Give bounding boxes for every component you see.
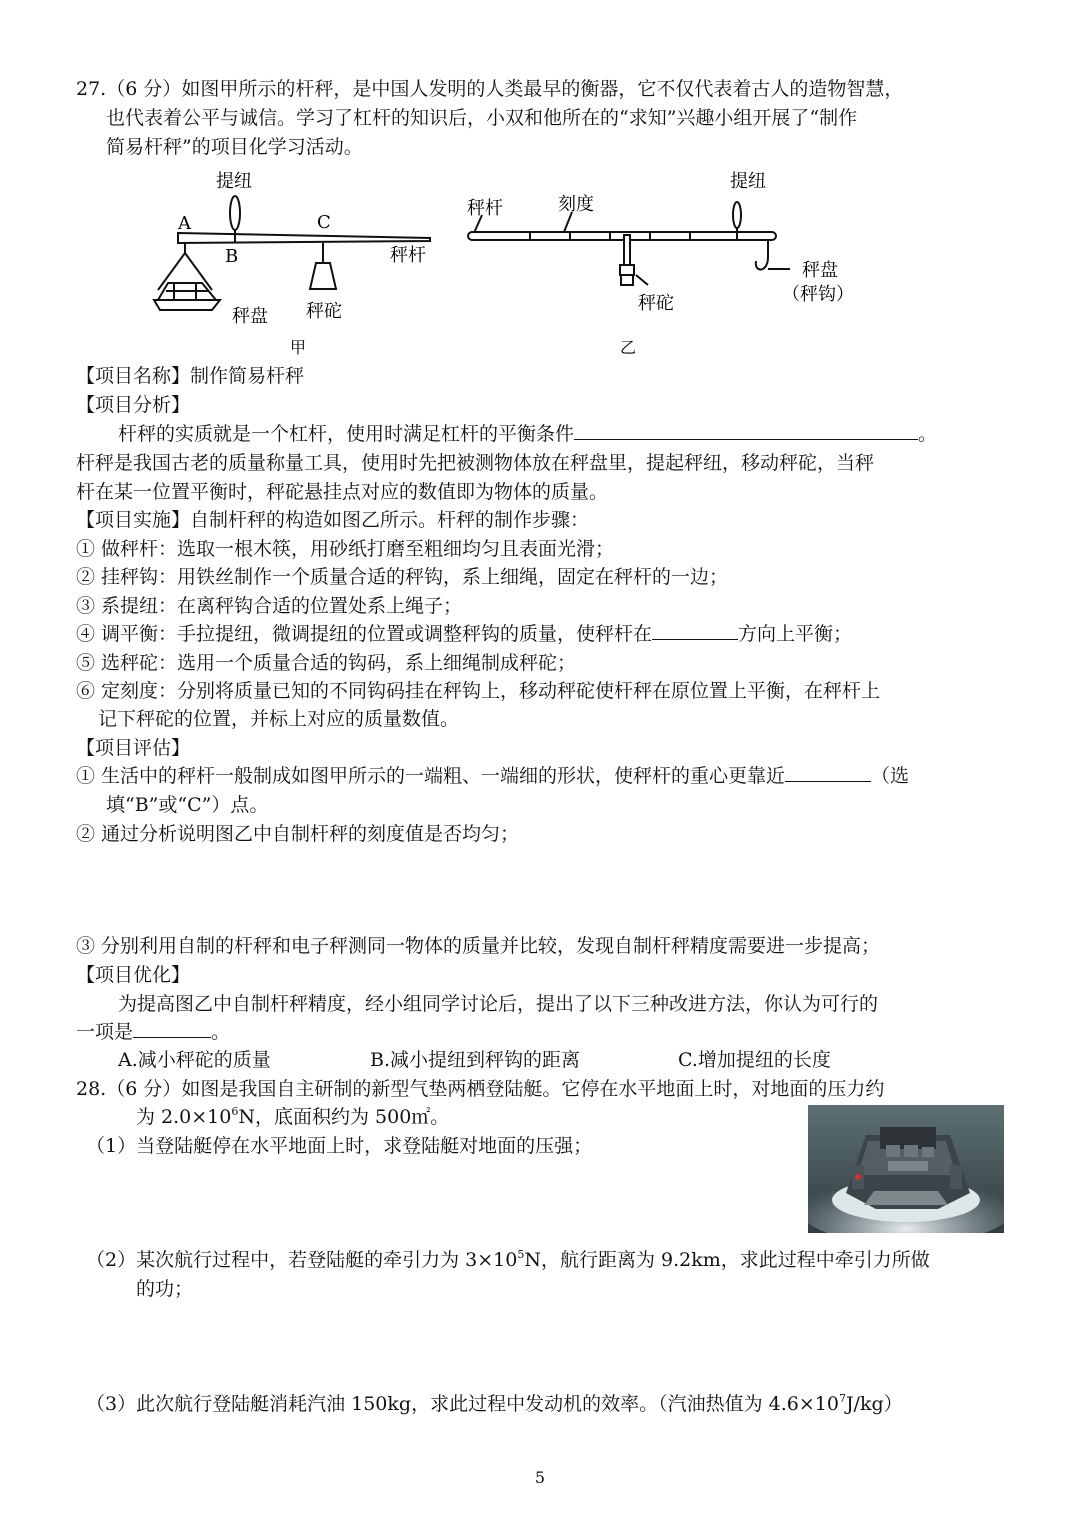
evaluation-3: ③ 分别利用自制的杆秤和电子秤测同一物体的质量并比较，发现自制杆秤精度需要进一步提高；	[76, 935, 881, 957]
answer-blank-balance-condition[interactable]	[574, 421, 918, 440]
optimization-title: 【项目优化】	[76, 964, 191, 986]
yi-label-tiniu: 提纽	[730, 171, 766, 192]
analysis-line-2: 杆秤是我国古老的质量称量工具，使用时先把被测物体放在秤盘里，提起秤纽，移动秤砣，当秤	[76, 452, 875, 474]
step-2: ② 挂秤钩：用铁丝制作一个质量合适的秤钩，系上细绳，固定在秤杆的一边；	[76, 566, 729, 588]
analysis-line-1-text: 杆秤的实质就是一个杠杆，使用时满足杠杆的平衡条件	[118, 423, 575, 445]
evaluation-1	[76, 762, 909, 791]
evaluation-title: 【项目评估】	[76, 737, 191, 759]
project-name: 【项目名称】制作简易杆秤	[76, 365, 305, 387]
jia-caption: 甲	[290, 338, 307, 357]
optimization-line-2	[76, 1018, 230, 1047]
step-1: ① 做秤杆：选取一根木筷，用砂纸打磨至粗细均匀且表面光滑；	[76, 538, 615, 560]
q28-intro-line-1: 28.（6 分）如图是我国自主研制的新型气垫两栖登陆艇。它停在水平地面上时，对地面的压力约	[76, 1078, 885, 1100]
q28-part-1: （1）当登陆艇停在水平地面上时，求登陆艇对地面的压强；	[86, 1135, 593, 1157]
evaluation-2: ② 通过分析说明图乙中自制杆秤的刻度值是否均匀；	[76, 823, 520, 845]
jia-label-tiniu: 提纽	[216, 171, 252, 192]
q28-part-3-unit: J/kg）	[845, 1393, 903, 1415]
step-4-end: 方向上平衡；	[738, 623, 853, 645]
q27-intro-line-1: 27.（6 分）如图甲所示的杆秤，是中国人发明的人类最早的衡器，它不仅代表着古人的造物智慧，	[76, 78, 904, 100]
option-c: C.增加提纽的长度	[678, 1049, 831, 1071]
evaluation-1-line-2: 填“B”或“C”）点。	[106, 794, 269, 816]
optimization-line-1: 为提高图乙中自制杆秤精度，经小组同学讨论后，提出了以下三种改进方法，你认为可行的	[118, 993, 879, 1015]
q28-part-2-line-2: 的功；	[136, 1278, 194, 1300]
step-4-text: ④ 调平衡：手拉提纽，微调提纽的位置或调整秤钩的质量，使秤杆在	[76, 623, 653, 645]
page-number: 5	[534, 1468, 546, 1487]
answer-blank-center-of-gravity[interactable]	[785, 763, 871, 782]
yi-label-ganggan: 秤杆	[467, 198, 503, 219]
yi-label-pan: 秤盘	[802, 260, 838, 281]
yi-caption: 乙	[620, 338, 637, 357]
q28-part-3	[86, 1390, 903, 1419]
step-6-line-1: ⑥ 定刻度：分别将质量已知的不同钩码挂在秤钩上，移动秤砣使杆秤在原位置上平衡，在秤杆上	[76, 680, 881, 702]
q28-part-3-exponent: 7	[838, 1392, 846, 1405]
step-4	[76, 620, 852, 649]
implementation-title: 【项目实施】自制杆秤的构造如图乙所示。杆秤的制作步骤：	[76, 509, 590, 531]
step-6-line-2: 记下秤砣的位置，并标上对应的质量数值。	[98, 708, 460, 730]
step-5: ⑤ 选秤砣：选用一个质量合适的钩码，系上细绳制成秤砣；	[76, 652, 577, 674]
analysis-line-1	[118, 420, 937, 449]
option-b: B.减小提纽到秤钩的距离	[370, 1049, 581, 1071]
jia-label-a: A	[178, 213, 191, 234]
jia-label-c: C	[317, 212, 331, 233]
optimization-line-2-end: 。	[211, 1021, 231, 1043]
q28-area-text: N，底面积约为 500㎡。	[238, 1106, 450, 1128]
yi-label-tuo: 秤砣	[638, 293, 674, 314]
q28-part-2-line-1	[86, 1246, 930, 1275]
option-a: A.减小秤砣的质量	[118, 1049, 271, 1071]
q27-intro-line-3: 简易杆秤”的项目化学习活动。	[106, 136, 363, 158]
jia-label-b: B	[225, 246, 239, 267]
q28-part-2-exponent: 5	[517, 1248, 525, 1261]
q28-part-2-rest: N，航行距离为 9.2km，求此过程中牵引力所做	[524, 1249, 930, 1271]
q28-intro-line-2	[136, 1103, 449, 1132]
q28-part-3-text: （3）此次航行登陆艇消耗汽油 150kg，求此过程中发动机的效率。（汽油热值为 4.6×10	[86, 1393, 839, 1415]
answer-blank-option[interactable]	[133, 1019, 211, 1038]
q28-part-2-text: （2）某次航行过程中，若登陆艇的牵引力为 3×10	[86, 1249, 518, 1271]
q27-intro-line-2: 也代表着公平与诚信。学习了杠杆的知识后，小双和他所在的“求知”兴趣小组开展了“制作	[106, 107, 858, 129]
q28-force-exponent: 6	[231, 1105, 239, 1118]
analysis-line-1-end: 。	[918, 423, 938, 445]
q28-force-text: 为 2.0×10	[136, 1106, 232, 1128]
figure-yi-homemade-steelyard	[460, 165, 880, 360]
jia-label-tuo: 秤砣	[306, 301, 342, 322]
step-3: ③ 系提纽：在离秤钩合适的位置处系上绳子；	[76, 595, 463, 617]
answer-blank-direction[interactable]	[652, 621, 738, 640]
evaluation-1-end: （选	[871, 765, 910, 787]
figure-jia-steelyard	[140, 165, 450, 360]
optimization-line-2-text: 一项是	[76, 1021, 134, 1043]
jia-label-ganggan: 秤杆	[390, 245, 426, 266]
jia-label-pan: 秤盘	[232, 306, 268, 327]
evaluation-1-text: ① 生活中的秤杆一般制成如图甲所示的一端粗、一端细的形状，使秤杆的重心更靠近	[76, 765, 786, 787]
analysis-title: 【项目分析】	[76, 394, 191, 416]
hovercraft-photo	[808, 1105, 1004, 1233]
yi-label-kedu: 刻度	[558, 194, 594, 215]
analysis-line-3: 杆在某一位置平衡时，秤砣悬挂点对应的数值即为物体的质量。	[76, 481, 609, 503]
yi-label-gou: （秤钩）	[782, 284, 854, 305]
